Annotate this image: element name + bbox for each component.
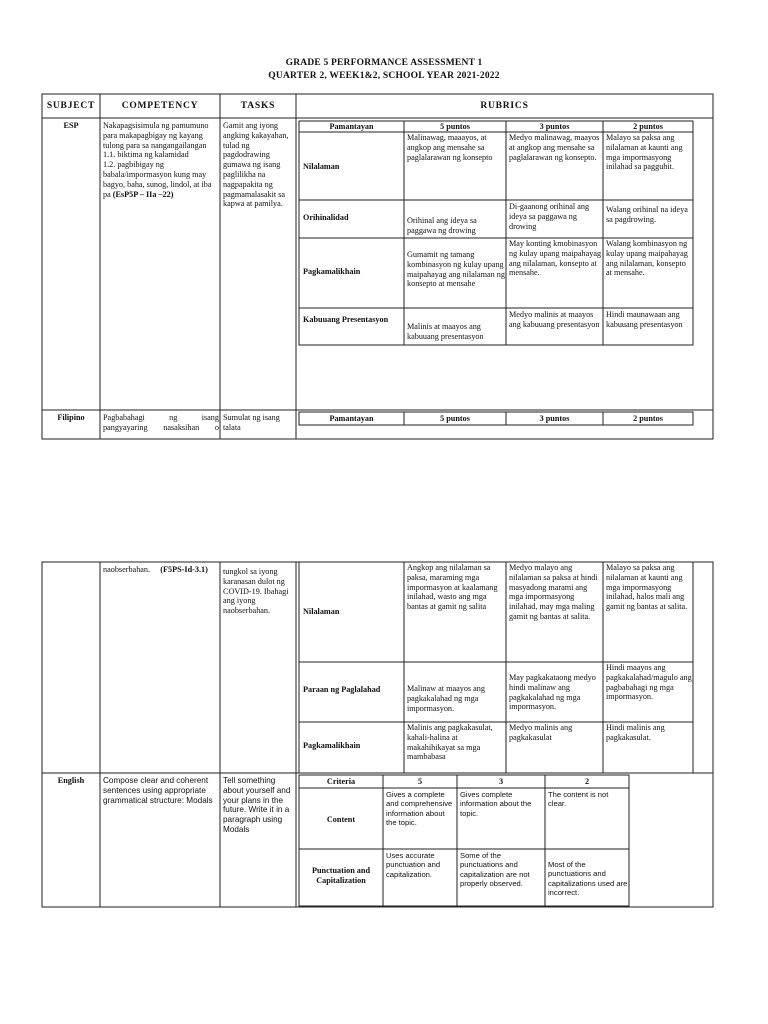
- esp-row4-p2: Hindi maunawaan ang kabuuang presentasyon: [606, 310, 683, 329]
- filipino-code: (F5PS-Id-3.1): [160, 565, 208, 574]
- english-row1-criteria: Content: [326, 815, 356, 824]
- filipino-row1-p3: Medyo malayo ang nilalaman sa paksa at hindi masyadong marami ang mga impormasyong inilahad, may mga maling gamit ng bantas at salita.: [509, 563, 598, 621]
- esp-competency: Nakapagsisimula ng pamumuno para makapagbigay ng kayang tulong para sa nangangailangan 1.1. biktima ng kalamidad 1.2. pagbibigay ng babala/impormasyon kung may bagyo, baha, sunog, lindol, at iba pa: [103, 121, 212, 199]
- esp-row1-p5: Malinawag, maaayos, at angkop ang mensahe sa paglalarawan ng konsepto: [407, 133, 493, 162]
- header-tasks: TASKS: [240, 101, 276, 111]
- english-row2-criteria: Punctuation and Capitalization: [311, 866, 370, 885]
- filipino-row1-p2: Malayo sa paksa ang nilalaman at kaunti ang mga impormasyong inilahad, halos mali ang gamit ng bantas at salita.: [606, 563, 688, 612]
- english-tasks: Tell something about yourself and your plans in the future. Write it in a paragraph using Modals: [223, 776, 291, 834]
- filipino-tasks-top: Sumulat ng isang talata: [223, 413, 280, 432]
- esp-code: (EsP5P – IIa –22): [112, 189, 174, 199]
- esp-rubric-head-5: 5 puntos: [440, 122, 470, 131]
- filipino-row1-p5: Angkop ang nilalaman sa paksa, maraming mga impormasyon at kaalamang inilahad, wasto ang mga bantas at gamit ng salita: [407, 563, 498, 612]
- filipino-rubric-head-5: 5 puntos: [440, 414, 470, 423]
- esp-row1-p2: Malayo sa paksa ang nilalaman at kaunti ang mga impormasyong inilahad sa pagguhit.: [606, 133, 683, 172]
- esp-row2-p3: Di-gaanong orihinal ang ideya sa paggawa ng drowing: [509, 202, 590, 231]
- filipino-row2-p3: May pagkakataong medyo hindi malinaw ang pagkakalahad ng mga impormasyon.: [509, 673, 596, 712]
- filipino-row2-p5: Malinaw at maayos ang pagkakalahad ng mga impormasyon.: [407, 684, 485, 713]
- english-rubric-head-criteria: Criteria: [326, 777, 356, 786]
- esp-rubric-head-2: 2 puntos: [633, 122, 663, 131]
- esp-row1-criteria: Nilalaman: [303, 162, 340, 171]
- filipino-row2-p2: Hindi maayos ang pagkakalahad/magulo ang pagbabahagi ng mga impormasyon.: [606, 663, 692, 702]
- esp-row2-p5: Orihinal ang ideya sa paggawa ng drowing: [407, 216, 477, 235]
- english-row1-p2: The content is not clear.: [548, 790, 609, 809]
- esp-row4-criteria: Kabuuang Presentasyon: [303, 315, 389, 324]
- filipino-row1-criteria: Nilalaman: [303, 607, 340, 616]
- filipino-row3-p5: Malinis ang pagkakasulat, kahali-halina at makahihikayat sa mga mambabasa: [407, 723, 493, 762]
- english-rubric-head-5: 5: [417, 777, 423, 786]
- english-subject: English: [57, 776, 85, 785]
- english-competency: Compose clear and coherent sentences using appropriate grammatical structure: Modals: [103, 776, 213, 805]
- esp-row3-p3: May konting kmobinasyon ng kulay upang maipahayag ang nilalaman, konsepto at mensahe.: [509, 239, 602, 278]
- esp-row3-p5: Gumamit ng tamang kombinasyon ng kulay upang maipahayag ang nilalaman ng konsepto at mensahe: [407, 250, 505, 289]
- esp-rubric-head-criteria: Pamantayan: [329, 122, 374, 131]
- esp-row4-p5: Malinis at maayos ang kabuuang presentasyon: [407, 322, 484, 341]
- english-rubric-head-3: 3: [498, 777, 504, 786]
- document-subtitle: QUARTER 2, WEEK1&2, SCHOOL YEAR 2021-2022: [268, 71, 500, 81]
- english-rubric-head-2: 2: [584, 777, 590, 786]
- esp-row3-criteria: Pagkamalikhain: [303, 267, 361, 276]
- esp-tasks: Gamit ang iyong angking kakayahan, tulad ng pagdodrawing gumawa ng isang paglilikha na nagpapakita ng pagmamalasakit sa kapwa at pamilya.: [223, 121, 289, 209]
- header-rubrics: RUBRICS: [480, 101, 529, 111]
- filipino-row3-p3: Medyo malinis ang pagkakasulat: [509, 723, 573, 742]
- esp-row2-p2: Walang orihinal na ideya sa pagdrowing.: [606, 205, 688, 224]
- esp-row4-p3: Medyo malinis at maayos ang kabuuang presentasyon: [509, 310, 600, 329]
- filipino-tasks-cont: tungkol sa iyong karanasan dulot ng COVID-19. Ibahagi ang iyong naobserbahan.: [223, 567, 289, 616]
- english-row2-p3: Some of the punctuations and capitalization are not properly observed.: [460, 851, 530, 889]
- filipino-competency-cont: naobserbahan.: [103, 565, 151, 574]
- filipino-row2-criteria: Paraan ng Paglalahad: [303, 685, 381, 694]
- english-row1-p5: Gives a complete and comprehensive information about the topic.: [386, 790, 453, 828]
- filipino-subject: Filipino: [57, 413, 85, 422]
- english-row2-p2: Most of the punctuations and capitalizations used are incorrect.: [548, 860, 628, 898]
- english-row2-p5: Uses accurate punctuation and capitalization.: [386, 851, 441, 879]
- esp-subject: ESP: [63, 121, 79, 130]
- filipino-rubric-head-3: 3 puntos: [539, 414, 570, 423]
- esp-row2-criteria: Orihinalidad: [303, 213, 349, 222]
- english-row1-p3: Gives complete information about the topic.: [460, 790, 532, 818]
- esp-row3-p2: Walang kombinasyon ng kulay upang maipahayag ang nilalaman, konsepto at mensahe.: [606, 239, 688, 278]
- esp-row1-p3: Medyo malinawag, maayos at angkop ang mensahe sa paglalarawan ng konsepto.: [509, 133, 600, 162]
- filipino-rubric-head-criteria: Pamantayan: [329, 414, 374, 423]
- document-title: GRADE 5 PERFORMANCE ASSESSMENT 1: [285, 58, 483, 68]
- esp-rubric-head-3: 3 puntos: [539, 122, 570, 131]
- header-competency: COMPETENCY: [121, 101, 199, 111]
- header-subject: SUBJECT: [46, 101, 96, 111]
- filipino-competency-top: Pagbabahagi ng isang pangyayaring nasaksihan o: [103, 413, 219, 432]
- filipino-row3-criteria: Pagkamalikhain: [303, 741, 361, 750]
- filipino-row3-p2: Hindi malinis ang pagkakasulat.: [606, 723, 665, 742]
- filipino-rubric-head-2: 2 puntos: [633, 414, 663, 423]
